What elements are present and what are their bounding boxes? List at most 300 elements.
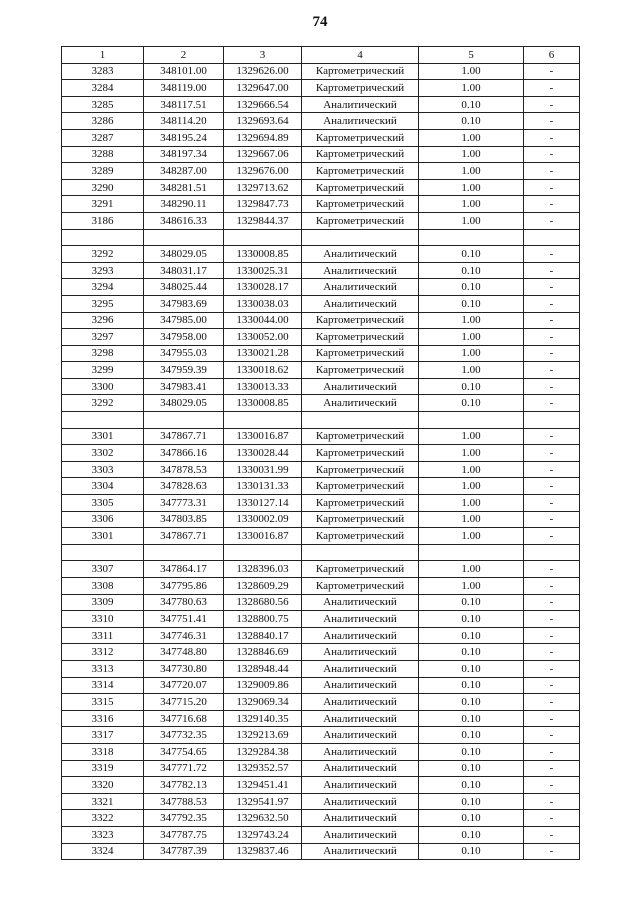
table-cell: 3298 — [62, 345, 144, 362]
table-cell: 3311 — [62, 627, 144, 644]
table-cell: 1329541.97 — [224, 793, 302, 810]
table-cell: 1.00 — [419, 345, 524, 362]
table-cell: Картометрический — [302, 362, 419, 379]
table-row — [62, 428, 580, 445]
table-cell: Картометрический — [302, 578, 419, 595]
table-cell: 1.00 — [419, 428, 524, 445]
table-row — [62, 262, 580, 279]
table-cell: 1330028.17 — [224, 279, 302, 296]
page-number: 74 — [312, 14, 328, 30]
table-cell: - — [524, 428, 580, 445]
table-cell: 348287.00 — [144, 163, 224, 180]
table-cell: 1329713.62 — [224, 179, 302, 196]
table-cell: 1330052.00 — [224, 329, 302, 346]
table-cell: 0.10 — [419, 594, 524, 611]
table-cell: 3294 — [62, 279, 144, 296]
table-cell: 3299 — [62, 362, 144, 379]
table-cell: 1329847.73 — [224, 196, 302, 213]
table-row — [62, 793, 580, 810]
table-cell: 1.00 — [419, 179, 524, 196]
table-cell: 1329284.38 — [224, 743, 302, 760]
table-cell: 1330018.62 — [224, 362, 302, 379]
table-cell: - — [524, 80, 580, 97]
table-cell: 1330008.85 — [224, 395, 302, 412]
table-cell: Аналитический — [302, 262, 419, 279]
table-cell: 347985.00 — [144, 312, 224, 329]
table-cell: 3306 — [62, 511, 144, 528]
table-cell: Аналитический — [302, 627, 419, 644]
table-cell: - — [524, 262, 580, 279]
table-cell: 1329069.34 — [224, 694, 302, 711]
table-cell: 1330016.87 — [224, 528, 302, 545]
table-cell: 0.10 — [419, 826, 524, 843]
table-cell: - — [524, 511, 580, 528]
table-cell: 0.10 — [419, 611, 524, 628]
table-cell: - — [524, 843, 580, 860]
table-cell: Картометрический — [302, 428, 419, 445]
table-cell: 348031.17 — [144, 262, 224, 279]
table-row — [62, 511, 580, 528]
table-cell: 1328948.44 — [224, 660, 302, 677]
table-cell: 1.00 — [419, 196, 524, 213]
table-cell — [302, 544, 419, 561]
table-cell: 3301 — [62, 528, 144, 545]
table-cell: 3321 — [62, 793, 144, 810]
table-cell: Аналитический — [302, 743, 419, 760]
table-cell: Картометрический — [302, 495, 419, 512]
table-cell: 1.00 — [419, 63, 524, 80]
table-cell: Аналитический — [302, 760, 419, 777]
table-cell: 347773.31 — [144, 495, 224, 512]
table-row — [62, 163, 580, 180]
table-cell — [524, 412, 580, 429]
table-row — [62, 329, 580, 346]
table-cell: 347959.39 — [144, 362, 224, 379]
table-cell: 1.00 — [419, 212, 524, 229]
table-cell: 1329140.35 — [224, 710, 302, 727]
table-cell: 348195.24 — [144, 129, 224, 146]
table-cell: 1329667.06 — [224, 146, 302, 163]
table-cell: 0.10 — [419, 760, 524, 777]
table-cell: 3305 — [62, 495, 144, 512]
table-cell: 0.10 — [419, 843, 524, 860]
table-row — [62, 561, 580, 578]
table-cell: - — [524, 578, 580, 595]
table-cell: 0.10 — [419, 743, 524, 760]
table-cell: 3286 — [62, 113, 144, 130]
table-cell: 1.00 — [419, 511, 524, 528]
table-cell: Аналитический — [302, 660, 419, 677]
table-cell: 3315 — [62, 694, 144, 711]
table-cell: Картометрический — [302, 146, 419, 163]
table-cell: 347771.72 — [144, 760, 224, 777]
table-cell: 1329693.64 — [224, 113, 302, 130]
table-cell: 1330127.14 — [224, 495, 302, 512]
table-row — [62, 611, 580, 628]
table-cell: 0.10 — [419, 677, 524, 694]
table-cell: Аналитический — [302, 113, 419, 130]
table-cell: 348025.44 — [144, 279, 224, 296]
table-cell: 348029.05 — [144, 395, 224, 412]
table-cell: 1.00 — [419, 80, 524, 97]
table-cell: 1330031.99 — [224, 461, 302, 478]
table-cell: 3295 — [62, 295, 144, 312]
table-cell — [224, 229, 302, 246]
table-row — [62, 727, 580, 744]
table-cell: 1329837.46 — [224, 843, 302, 860]
table-cell: 0.10 — [419, 262, 524, 279]
table-row — [62, 96, 580, 113]
table-row — [62, 843, 580, 860]
column-header: 2 — [144, 47, 224, 64]
table-cell: Аналитический — [302, 677, 419, 694]
table-cell: 347866.16 — [144, 445, 224, 462]
table-cell: 347983.69 — [144, 295, 224, 312]
table-cell: 0.10 — [419, 96, 524, 113]
table-cell: 347867.71 — [144, 528, 224, 545]
table-cell: - — [524, 644, 580, 661]
table-cell: Аналитический — [302, 644, 419, 661]
table-cell: - — [524, 295, 580, 312]
table-cell: - — [524, 345, 580, 362]
table-cell: 0.10 — [419, 793, 524, 810]
table-cell: 0.10 — [419, 777, 524, 794]
table-row — [62, 743, 580, 760]
table-cell: 347788.53 — [144, 793, 224, 810]
table-header-row — [62, 47, 580, 64]
table-row — [62, 362, 580, 379]
table-cell: - — [524, 495, 580, 512]
table-cell: 347748.80 — [144, 644, 224, 661]
table-cell: 1.00 — [419, 146, 524, 163]
table-cell: 347732.35 — [144, 727, 224, 744]
table-cell — [419, 544, 524, 561]
table-row — [62, 395, 580, 412]
table-cell: 3302 — [62, 445, 144, 462]
table-cell: 1330021.28 — [224, 345, 302, 362]
table-row — [62, 196, 580, 213]
table-cell: 347746.31 — [144, 627, 224, 644]
table-cell: Аналитический — [302, 246, 419, 263]
table-cell: 0.10 — [419, 246, 524, 263]
table-row — [62, 229, 580, 246]
table-cell: - — [524, 146, 580, 163]
table-row — [62, 113, 580, 130]
table-cell: 1328800.75 — [224, 611, 302, 628]
table-cell: 3288 — [62, 146, 144, 163]
table-cell: - — [524, 611, 580, 628]
table-cell: 3287 — [62, 129, 144, 146]
table-cell: 1.00 — [419, 478, 524, 495]
table-cell: 3291 — [62, 196, 144, 213]
table-cell — [62, 229, 144, 246]
column-header: 3 — [224, 47, 302, 64]
table-cell: 3314 — [62, 677, 144, 694]
table-cell: 347803.85 — [144, 511, 224, 528]
table-cell: Картометрический — [302, 528, 419, 545]
table-cell: - — [524, 196, 580, 213]
table-cell: Аналитический — [302, 96, 419, 113]
table-row — [62, 826, 580, 843]
table-cell: Картометрический — [302, 212, 419, 229]
table-row — [62, 63, 580, 80]
table-cell: 1329451.41 — [224, 777, 302, 794]
table-cell: - — [524, 677, 580, 694]
table-cell: Картометрический — [302, 63, 419, 80]
table-cell: - — [524, 826, 580, 843]
table-cell: 0.10 — [419, 378, 524, 395]
table-row — [62, 212, 580, 229]
table-cell: - — [524, 395, 580, 412]
table-cell: 1.00 — [419, 578, 524, 595]
table-cell: - — [524, 478, 580, 495]
table-cell: 347730.80 — [144, 660, 224, 677]
column-header: 1 — [62, 47, 144, 64]
table-cell: - — [524, 279, 580, 296]
table-cell: - — [524, 312, 580, 329]
column-header: 6 — [524, 47, 580, 64]
table-cell: Картометрический — [302, 329, 419, 346]
table-cell: 1.00 — [419, 312, 524, 329]
table-cell: 3308 — [62, 578, 144, 595]
table-cell: 3296 — [62, 312, 144, 329]
table-cell: 347828.63 — [144, 478, 224, 495]
table-cell: 1330131.33 — [224, 478, 302, 495]
table-row — [62, 295, 580, 312]
table-cell: 348117.51 — [144, 96, 224, 113]
table-cell: Картометрический — [302, 312, 419, 329]
table-cell — [224, 412, 302, 429]
table-cell: - — [524, 96, 580, 113]
table-cell: Картометрический — [302, 561, 419, 578]
table-row — [62, 179, 580, 196]
table-cell — [144, 229, 224, 246]
table-cell: 1329676.00 — [224, 163, 302, 180]
table-cell: 3304 — [62, 478, 144, 495]
table-cell: 3312 — [62, 644, 144, 661]
column-header: 5 — [419, 47, 524, 64]
table-cell: 1.00 — [419, 329, 524, 346]
table-cell: Аналитический — [302, 611, 419, 628]
table-row — [62, 445, 580, 462]
table-cell: Картометрический — [302, 196, 419, 213]
table-cell: 347782.13 — [144, 777, 224, 794]
table-cell: 347795.86 — [144, 578, 224, 595]
table-cell: Картометрический — [302, 179, 419, 196]
table-cell: 3293 — [62, 262, 144, 279]
table-cell: 348197.34 — [144, 146, 224, 163]
table-cell — [144, 412, 224, 429]
table-row — [62, 660, 580, 677]
table-cell: 3292 — [62, 246, 144, 263]
table-cell: - — [524, 362, 580, 379]
table-cell: Аналитический — [302, 295, 419, 312]
table-cell: 1330044.00 — [224, 312, 302, 329]
table-cell: - — [524, 627, 580, 644]
table-cell: 3324 — [62, 843, 144, 860]
table-cell: - — [524, 694, 580, 711]
table-cell: - — [524, 727, 580, 744]
table-cell: 3292 — [62, 395, 144, 412]
table-cell: Картометрический — [302, 511, 419, 528]
table-cell: 3322 — [62, 810, 144, 827]
table-cell: 1.00 — [419, 495, 524, 512]
table-cell: 1330025.31 — [224, 262, 302, 279]
table-cell: 0.10 — [419, 710, 524, 727]
table-cell — [524, 544, 580, 561]
table-cell: 3318 — [62, 743, 144, 760]
table-cell — [62, 544, 144, 561]
table-cell: - — [524, 594, 580, 611]
table-cell: - — [524, 63, 580, 80]
table-cell: 3297 — [62, 329, 144, 346]
table-cell: 3301 — [62, 428, 144, 445]
table-cell: 3283 — [62, 63, 144, 80]
table-row — [62, 644, 580, 661]
table-cell: - — [524, 129, 580, 146]
table-cell: 1.00 — [419, 461, 524, 478]
table-body — [62, 63, 580, 860]
table-cell: 1329352.57 — [224, 760, 302, 777]
table-cell: - — [524, 528, 580, 545]
table-cell: 1329743.24 — [224, 826, 302, 843]
table-cell: 1.00 — [419, 129, 524, 146]
table-cell: 347958.00 — [144, 329, 224, 346]
table-cell: 1329844.37 — [224, 212, 302, 229]
table-cell — [144, 544, 224, 561]
table-cell: Картометрический — [302, 129, 419, 146]
table-cell: 3290 — [62, 179, 144, 196]
table-cell: Картометрический — [302, 478, 419, 495]
table-cell: 1328840.17 — [224, 627, 302, 644]
table-cell — [419, 412, 524, 429]
table-row — [62, 146, 580, 163]
table-cell: - — [524, 810, 580, 827]
table-row — [62, 129, 580, 146]
table-row — [62, 461, 580, 478]
table-cell: 1.00 — [419, 561, 524, 578]
table-cell: 0.10 — [419, 279, 524, 296]
table-cell — [62, 412, 144, 429]
table-cell: 348616.33 — [144, 212, 224, 229]
table-cell: - — [524, 212, 580, 229]
table-row — [62, 694, 580, 711]
table-cell: 3310 — [62, 611, 144, 628]
table-cell: 3317 — [62, 727, 144, 744]
table-cell: - — [524, 163, 580, 180]
table-cell: 3289 — [62, 163, 144, 180]
table-cell: 1329213.69 — [224, 727, 302, 744]
table-cell: Картометрический — [302, 445, 419, 462]
table-row — [62, 544, 580, 561]
table-cell: 1329626.00 — [224, 63, 302, 80]
table-row — [62, 810, 580, 827]
table-row — [62, 528, 580, 545]
table-cell: 3303 — [62, 461, 144, 478]
table-row — [62, 594, 580, 611]
table-cell — [524, 229, 580, 246]
table-row — [62, 80, 580, 97]
table-cell: 347867.71 — [144, 428, 224, 445]
table-row — [62, 412, 580, 429]
table-cell: 347780.63 — [144, 594, 224, 611]
table-cell: Аналитический — [302, 279, 419, 296]
table-row — [62, 345, 580, 362]
table-cell: 3323 — [62, 826, 144, 843]
table-cell: 3316 — [62, 710, 144, 727]
table-cell: Аналитический — [302, 378, 419, 395]
table-row — [62, 760, 580, 777]
table-cell: 348119.00 — [144, 80, 224, 97]
table-cell: Аналитический — [302, 777, 419, 794]
table-cell: 1328846.69 — [224, 644, 302, 661]
table-cell: 0.10 — [419, 627, 524, 644]
table-cell: - — [524, 246, 580, 263]
table-row — [62, 279, 580, 296]
table-cell: 1330028.44 — [224, 445, 302, 462]
table-cell: Аналитический — [302, 843, 419, 860]
table-row — [62, 495, 580, 512]
table-cell: 1.00 — [419, 362, 524, 379]
table-cell: 1.00 — [419, 163, 524, 180]
table-cell: - — [524, 793, 580, 810]
table-cell: 3309 — [62, 594, 144, 611]
table-row — [62, 378, 580, 395]
table-cell: 347754.65 — [144, 743, 224, 760]
table-cell: 3313 — [62, 660, 144, 677]
table-cell: - — [524, 660, 580, 677]
table-cell: 3319 — [62, 760, 144, 777]
table-row — [62, 246, 580, 263]
table-cell: 1330002.09 — [224, 511, 302, 528]
table-cell: 347864.17 — [144, 561, 224, 578]
table-cell: 3320 — [62, 777, 144, 794]
table-cell: 3307 — [62, 561, 144, 578]
table-row — [62, 627, 580, 644]
table-cell: 347983.41 — [144, 378, 224, 395]
table-cell: 1329647.00 — [224, 80, 302, 97]
table-cell: 347720.07 — [144, 677, 224, 694]
table-cell: Картометрический — [302, 461, 419, 478]
table-cell: 1328680.56 — [224, 594, 302, 611]
table-row — [62, 478, 580, 495]
table-cell: 347751.41 — [144, 611, 224, 628]
table-cell: 1330016.87 — [224, 428, 302, 445]
table-cell: 0.10 — [419, 694, 524, 711]
table-cell: 347792.35 — [144, 810, 224, 827]
table-cell: Аналитический — [302, 826, 419, 843]
table-cell: 348101.00 — [144, 63, 224, 80]
table-cell: 1329009.86 — [224, 677, 302, 694]
table-cell: 347716.68 — [144, 710, 224, 727]
table-cell — [302, 229, 419, 246]
table-cell: Картометрический — [302, 80, 419, 97]
table-cell: 1329694.89 — [224, 129, 302, 146]
table-cell: 348290.11 — [144, 196, 224, 213]
table-cell: 348114.20 — [144, 113, 224, 130]
table-cell: 348281.51 — [144, 179, 224, 196]
table-cell — [419, 229, 524, 246]
table-cell: 3284 — [62, 80, 144, 97]
table-cell: - — [524, 743, 580, 760]
table-cell: 347787.39 — [144, 843, 224, 860]
table-cell: 1328396.03 — [224, 561, 302, 578]
table-row — [62, 777, 580, 794]
table-row — [62, 710, 580, 727]
table-cell: - — [524, 710, 580, 727]
table-cell: 0.10 — [419, 295, 524, 312]
table-cell: 347878.53 — [144, 461, 224, 478]
